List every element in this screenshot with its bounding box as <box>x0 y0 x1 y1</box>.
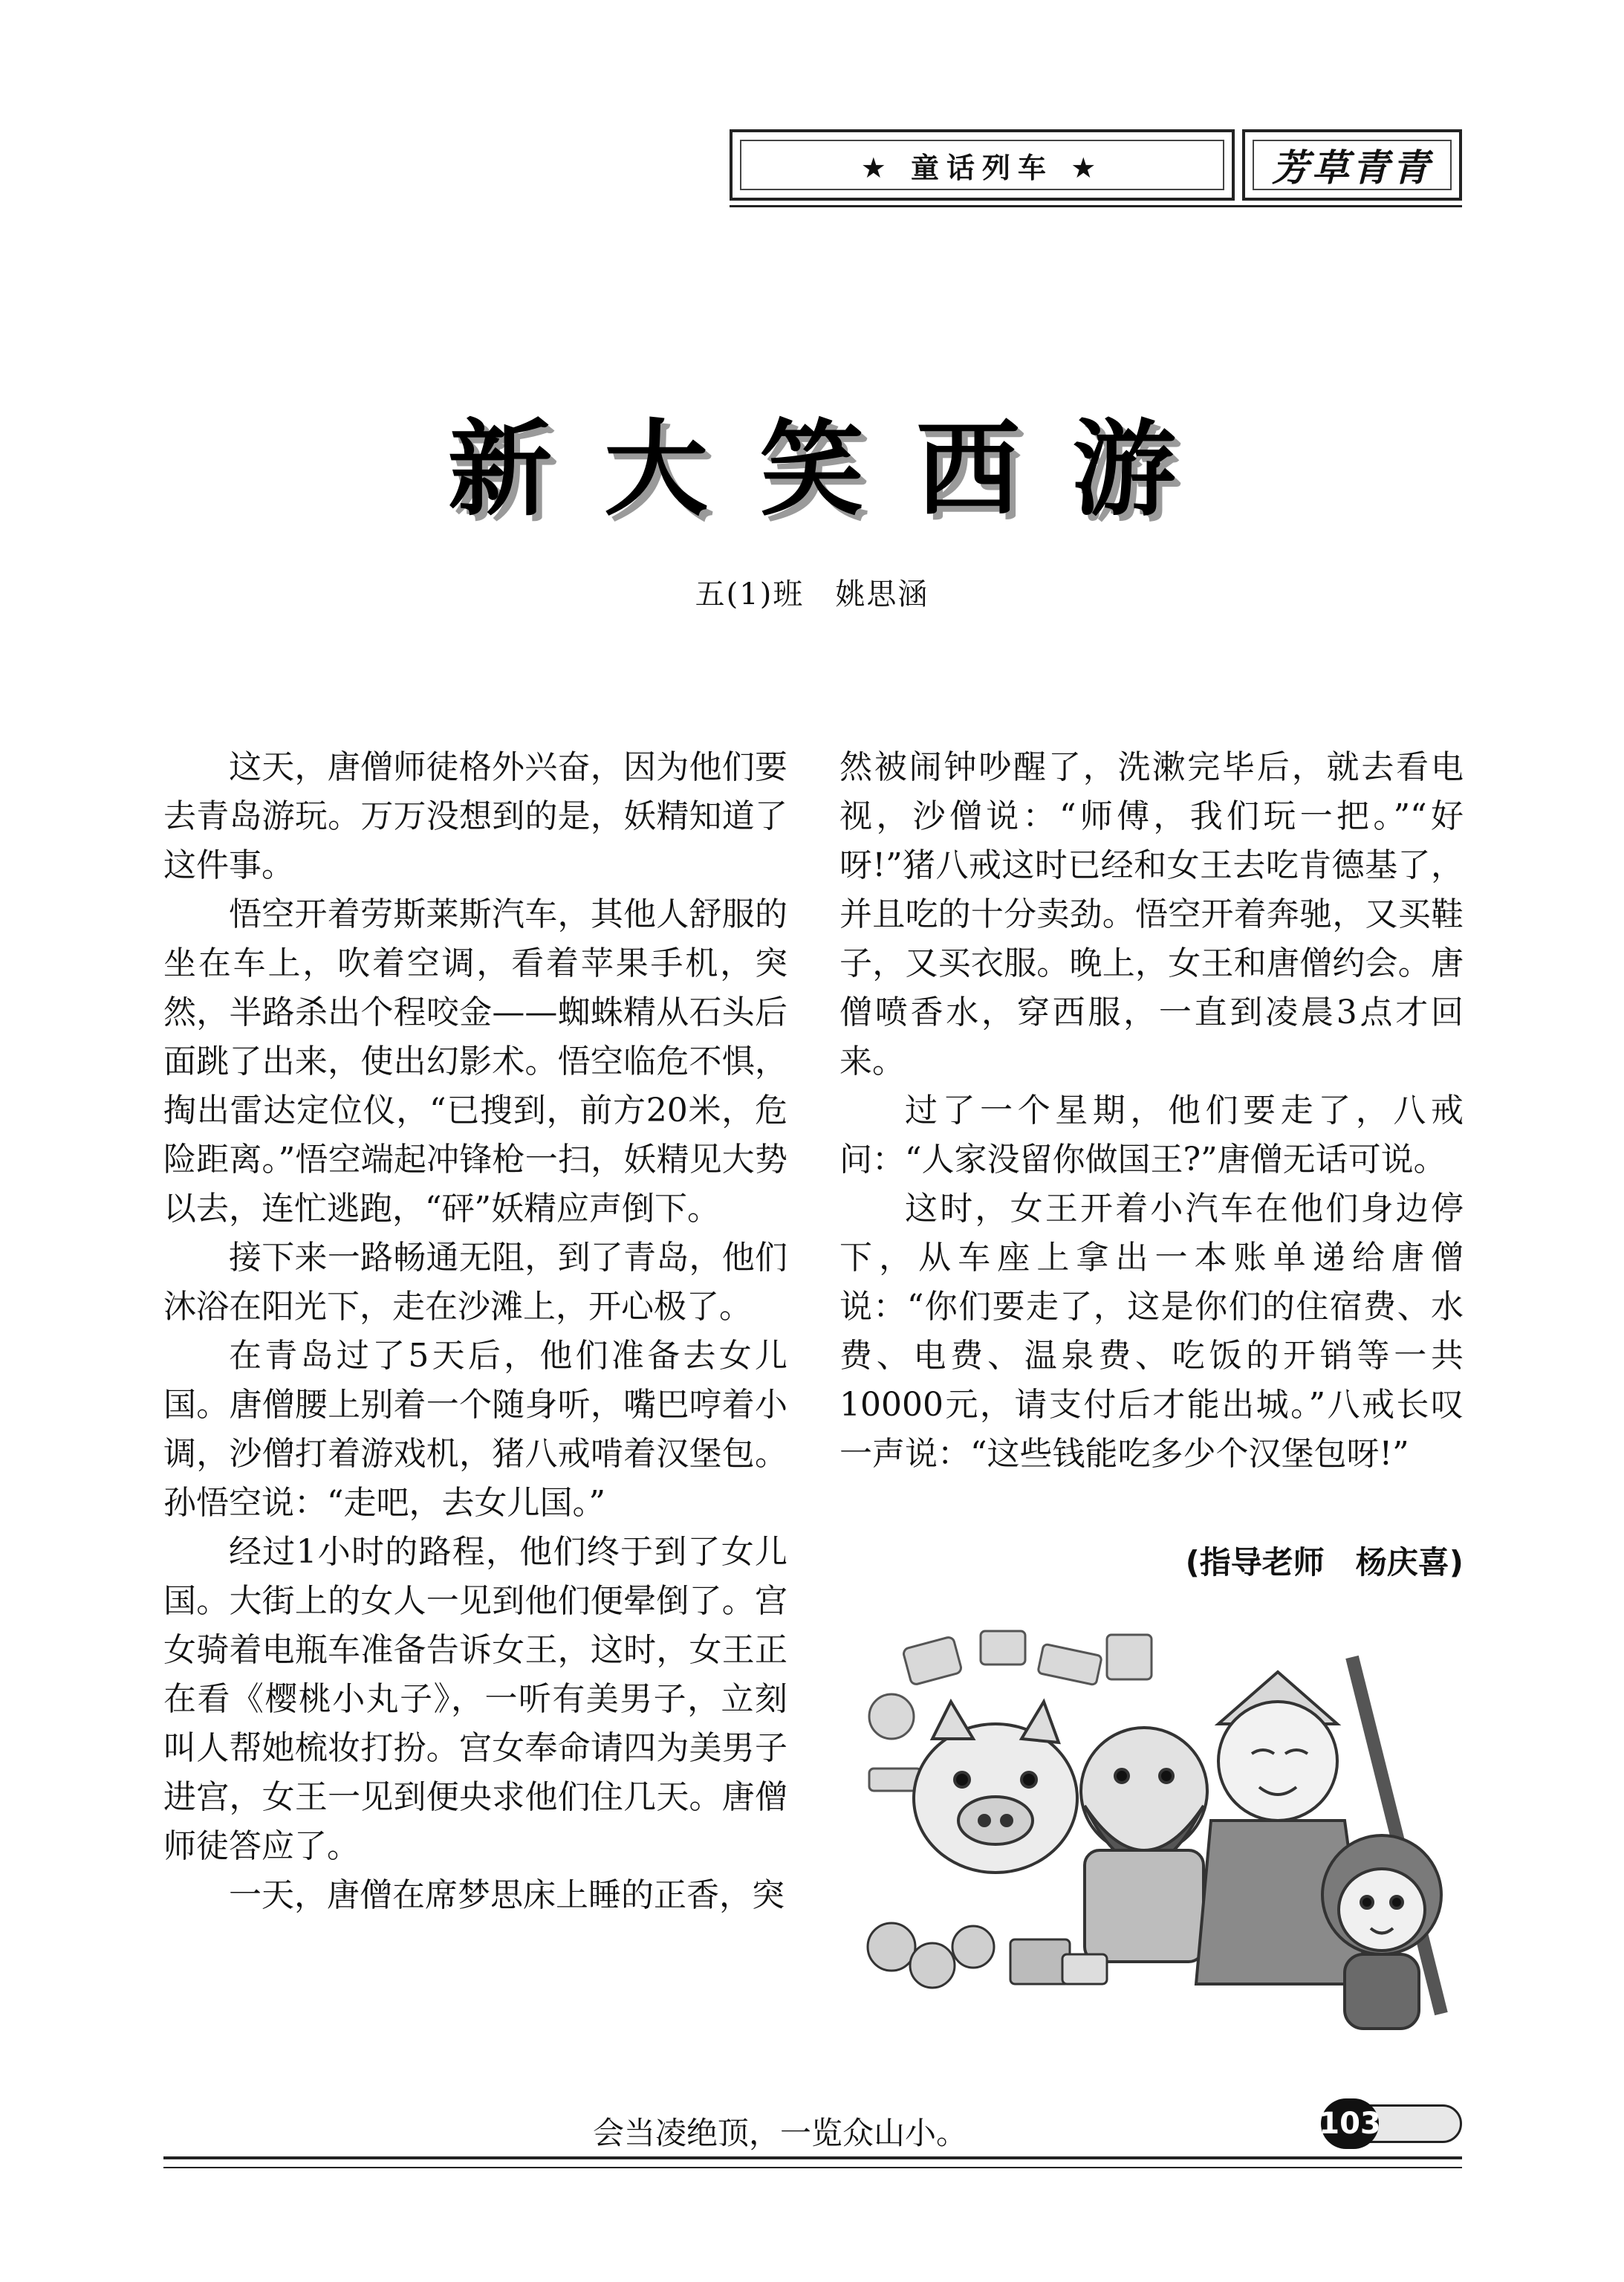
paragraph: 过了一个星期，他们要走了，八戒问：“人家没留你做国王?”唐僧无话可说。 <box>839 1092 1464 1179</box>
sha-seng-character-icon <box>1081 1728 1207 1962</box>
paragraph: 经过1小时的路程，他们终于到了女儿国。大街上的女人一见到他们便晕倒了。宫女骑着电瓶车准备告诉女王，这时，女王正在看《樱桃小丸子》，一听有美男子，立刻叫人帮她梳妆打扮。宫女奉命请四为美男子进宫，女王一见到便央求他们住几天。唐僧师徒答应了。 <box>163 1533 787 1865</box>
column-label-box <box>730 129 1235 201</box>
left-column <box>163 743 787 1920</box>
article-title: 新大笑西游 <box>447 409 1228 531</box>
header-divider <box>730 205 1462 207</box>
footer-rule-thin <box>163 2167 1462 2168</box>
right-column <box>839 743 1464 1479</box>
page-number: 103 <box>1321 2098 1379 2149</box>
paragraph: 这天，唐僧师徒格外兴奋，因为他们要去青岛游玩。万万没想到的是，妖精知道了这件事。 <box>163 748 787 884</box>
teacher-credit: (指导老师 杨庆喜) <box>1185 1544 1464 1581</box>
section-tag-box <box>1242 129 1462 201</box>
paragraph: 一天，唐僧在席梦思床上睡的正香，突 <box>229 1876 785 1914</box>
paragraph: 悟空开着劳斯莱斯汽车，其他人舒服的坐在车上，吹着空调，看着苹果手机，突然，半路杀出个程咬金——蜘蛛精从石头后面跳了出来，使出幻影术。悟空临危不惧，掏出雷达定位仪，“已搜到，前方20米，危险距离。”悟空端起冲锋枪一扫，妖精见大势以去，连忙逃跑，“砰”妖精应声倒下。 <box>163 895 787 1228</box>
paragraph-continuation: 然被闹钟吵醒了，洗漱完毕后，就去看电视，沙僧说：“师傅，我们玩一把。”“好呀!”猪八戒这时已经和女王去吃肯德基了，并且吃的十分卖劲。悟空开着奔驰，又买鞋子，又买衣服。晚上，女王和唐僧约会。唐僧喷香水，穿西服，一直到凌晨3点才回来。 <box>839 748 1464 1080</box>
footer-motto: 会当凌绝顶，一览众山小。 <box>592 2115 967 2151</box>
paragraph: 接下来一路畅通无阻，到了青岛，他们沐浴在阳光下，走在沙滩上，开心极了。 <box>163 1239 787 1326</box>
paragraph: 在青岛过了5天后，他们准备去女儿国。唐僧腰上别着一个随身听，嘴巴哼着小调，沙僧打着游戏机，猪八戒啃着汉堡包。孙悟空说：“走吧，去女儿国。” <box>163 1337 787 1522</box>
column-label: ★ 童话列车 ★ <box>860 151 1104 184</box>
article-author: 五(1)班 姚思涵 <box>695 577 929 612</box>
pig-character-icon <box>914 1702 1077 1873</box>
journey-west-illustration <box>862 1627 1456 2043</box>
fruit-icon <box>868 1923 1107 1988</box>
paragraph: 这时，女王开着小汽车在他们身边停下，从车座上拿出一本账单递给唐僧说：“你们要走了，这是你们的住宿费、水费、电费、温泉费、吃饭的开销等一共10000元，请支付后才能出城。”八戒长叹一声说：“这些钱能吃多少个汉堡包呀!” <box>839 1190 1464 1473</box>
footer-rule <box>163 2156 1462 2159</box>
section-tag: 芳草青青 <box>1272 146 1432 189</box>
